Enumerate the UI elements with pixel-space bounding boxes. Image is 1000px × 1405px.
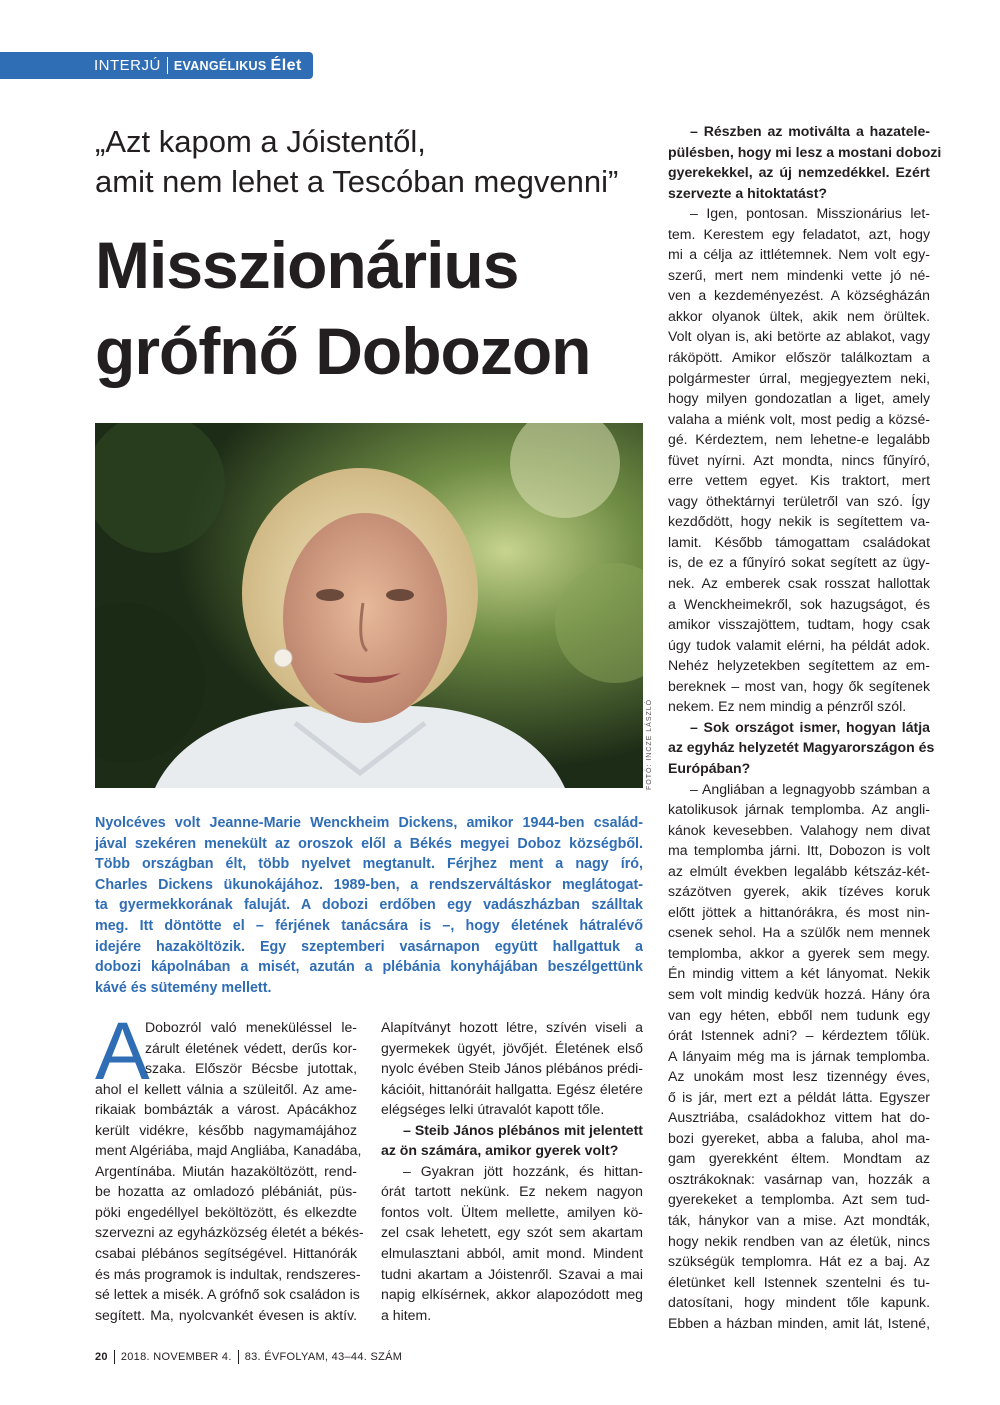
answer-line: a Wenckheimekről, sok hazugságot, és bbox=[668, 595, 930, 612]
article-title bbox=[95, 222, 655, 394]
body-column-2 bbox=[381, 1017, 643, 1325]
question-line: az ön számára, amikor gyerek volt? bbox=[381, 1142, 619, 1159]
text-line: és más programok is indultak, rendszeres- bbox=[95, 1265, 361, 1282]
text-line: szaka. Először Bécsbe jutottak, bbox=[145, 1060, 357, 1077]
question-line: Európában? bbox=[668, 759, 751, 776]
question-line: szervezte a hitoktatást? bbox=[668, 184, 828, 201]
issue-number: 83. ÉVFOLYAM, 43–44. SZÁM bbox=[244, 1351, 403, 1363]
text-line: ment Algériába, majd Angliába, Kanadába, bbox=[95, 1142, 362, 1159]
answer-line: szükségük templomra. Hát ez a baj. Az bbox=[668, 1253, 930, 1270]
magazine-name: EVANGÉLIKUS bbox=[173, 58, 267, 73]
footer-divider bbox=[238, 1350, 239, 1364]
answer-line: elmulasztani abból, amit mond. Mindent bbox=[381, 1245, 643, 1262]
answer-line: tudni akartam a Jóistenről. Szavai a mai bbox=[381, 1265, 643, 1282]
lead-line: Nyolcéves volt Jeanne-Marie Wenckheim Dickens, amikor 1944-ben család- bbox=[95, 815, 643, 831]
answer-line: gam gyerekként éltem. Mondtam az bbox=[668, 1150, 930, 1167]
answer-line: úgy tudok valamit elérni, ha példát adok. bbox=[668, 636, 930, 653]
footer-divider bbox=[114, 1350, 115, 1364]
answer-line: nyolc évében Steib János plébános prédi- bbox=[381, 1060, 643, 1077]
page-number: 20 bbox=[95, 1351, 108, 1363]
answer-line: datosítani, hogy mindent tőle kapunk. bbox=[668, 1294, 930, 1311]
text-line: segített. Ma, nyolcvankét évesen is aktív. bbox=[95, 1306, 357, 1323]
lead-line: dobozi kápolnában a misét, azután a plébánia konyhájában beszélgettünk bbox=[95, 959, 643, 976]
answer-line: osztrákoknak: vasárnap van, hozzák a bbox=[668, 1170, 930, 1187]
answer-line: katolikusok járnak templomba. Az angli- bbox=[668, 801, 930, 818]
answer-line: elégséges lelki útravalót kapott tőle. bbox=[381, 1101, 605, 1118]
answer-line: ven a kezdeményezést. A községházán bbox=[668, 287, 930, 304]
lead-line: idejére hazaköltözik. Egy szeptemberi vasárnapon együtt hallgattuk a bbox=[95, 938, 643, 955]
answer-line: előtt jöttek a hittanórákra, és most nin- bbox=[668, 903, 930, 920]
issue-date: 2018. NOVEMBER 4. bbox=[120, 1351, 232, 1363]
question-line: az egyház helyzetét Magyarországon és bbox=[668, 739, 935, 756]
question-line: gyerekekkel, az új nemzedékkel. Ezért bbox=[668, 164, 930, 181]
subtitle-line: „Azt kapom a Jóistentől, bbox=[95, 124, 426, 159]
body-column-3 bbox=[668, 121, 942, 1333]
text-line: rikaiak bombázták a várost. Apácákhoz bbox=[95, 1101, 357, 1118]
answer-line: bereknek – most van, hogy ők segítenek bbox=[668, 677, 930, 694]
answer-line: – Igen, pontosan. Misszionárius let- bbox=[690, 205, 930, 222]
text-line: be hozatta az omladozó plébániát, püs- bbox=[95, 1183, 357, 1200]
answer-line: Nehéz helyzetekben segítettem az em- bbox=[668, 657, 930, 674]
question-line: – Részben az motiválta a hazatele- bbox=[690, 123, 930, 139]
photo-credit: FOTÓ: INCZE LÁSZLÓ bbox=[646, 698, 653, 790]
answer-line: ták, hánykor van a mise. Azt mondták, bbox=[668, 1211, 930, 1228]
answer-line: lamit. Később támogattam családokat bbox=[668, 533, 930, 550]
portrait-photo bbox=[95, 423, 643, 788]
section-header bbox=[0, 52, 313, 79]
answer-line: ő is jár, mert ezt a példát látta. Egyszer bbox=[668, 1088, 930, 1105]
answer-line: templomba, akkor a gyerek sem megy. bbox=[668, 944, 930, 961]
answer-line: van egy héten, ebből nem tudunk egy bbox=[668, 1006, 930, 1023]
text-line: szervezni az egyházközség életét a békés- bbox=[95, 1224, 364, 1241]
answer-line: amikor visszajöttem, tudtam, hogy csak bbox=[668, 616, 930, 633]
text-line: ahol el kellett válnia a szüleitől. Az ame- bbox=[95, 1080, 357, 1097]
answer-line: bozi gyereket, abba a faluba, ahol ma- bbox=[668, 1129, 930, 1146]
question-line: – Sok országot ismer, hogyan látja bbox=[690, 718, 930, 735]
answer-line: gyerekeket a templomba. Azt sem tud- bbox=[668, 1191, 930, 1208]
answer-line: Az unokám most lesz tizennégy éves, bbox=[668, 1068, 930, 1085]
text-line: zárult életének védett, derűs kor- bbox=[145, 1039, 357, 1056]
title-line: grófnő Dobozon bbox=[95, 314, 591, 388]
answer-line: nekem. Ez nem mindig a pénzről szól. bbox=[668, 698, 907, 715]
answer-line: a hitem. bbox=[381, 1306, 432, 1323]
answer-line: mi a célja az ittlétemnek. Nem volt egy- bbox=[668, 246, 930, 263]
text-line: pöki engedéllyel beköltözött, és elkezdte bbox=[95, 1203, 357, 1220]
text-line: Dobozról való meneküléssel le- bbox=[145, 1019, 357, 1035]
answer-line: csenek sehol. Ha a szülők nem mennek bbox=[668, 924, 930, 941]
answer-line: életünket kell Istennek szentelni és tu- bbox=[668, 1273, 930, 1290]
answer-line: – Angliában a legnagyobb számban a bbox=[690, 780, 930, 797]
page-footer bbox=[95, 1350, 402, 1364]
article-lead bbox=[95, 813, 643, 998]
section-label: INTERJÚ bbox=[94, 57, 161, 74]
answer-line: is, de ez a fűnyíró sokat segített az ügy- bbox=[668, 554, 930, 571]
answer-line: polgármester úrral, megjegyeztem neki, bbox=[668, 369, 930, 386]
lead-line: Charles Dickens ükunokájához. 1989-ben, a rendszerváltáskor meglátogat- bbox=[95, 876, 643, 893]
answer-line: Alapítványt hozott létre, szívén viseli a bbox=[381, 1019, 643, 1035]
text-line: került vidékre, később nagymamájához bbox=[95, 1121, 357, 1138]
magazine-name-suffix: Élet bbox=[270, 56, 302, 74]
answer-line: kánok kevesebben. Valahogy nem divat bbox=[668, 821, 930, 838]
answer-line: órát Istennek adni? – kérdeztem tőlük. bbox=[668, 1027, 930, 1044]
lead-line: jával szekéren menekült az oroszok elől a Békés megyei Doboz községből. bbox=[95, 835, 643, 852]
text-line: Argentínába. Miután hazaköltözött, rend- bbox=[95, 1162, 357, 1179]
drop-cap: A bbox=[95, 1006, 150, 1097]
title-line: Misszionárius bbox=[95, 228, 519, 302]
answer-line: Én mindig vittem a két lányomat. Nekik bbox=[668, 965, 930, 982]
answer-line: nek. Az emberek csak rosszat hallottak bbox=[668, 575, 930, 592]
answer-line: zel csak lehetett, egy szót sem akartam bbox=[381, 1224, 643, 1241]
answer-line: tem. Kerestem egy feladatot, azt, hogy bbox=[668, 225, 930, 242]
question-line: – Steib János plébános mit jelentett bbox=[403, 1121, 643, 1138]
answer-line: hogy milyen gondozatlan a liget, amely bbox=[668, 390, 930, 407]
text-line: sé lettek a misék. A grófnő sok családon is bbox=[95, 1286, 360, 1303]
answer-line: az elmúlt években legalább kétszáz-két- bbox=[668, 862, 930, 879]
answer-line: gyermekek ügyét, jövőjét. Életének első bbox=[381, 1039, 643, 1056]
answer-line: órát tartott nekünk. Ez nekem nagyon bbox=[381, 1183, 643, 1200]
lead-line: kávé és sütemény mellett. bbox=[95, 979, 272, 996]
body-column-1 bbox=[95, 1017, 364, 1325]
answer-line: hogy nekik rendben van az életük, nincs bbox=[668, 1232, 930, 1249]
answer-line: akkor olyanok ültek, akik nem örültek. bbox=[668, 307, 930, 324]
answer-line: vagy öthektárnyi területről van szó. Így bbox=[668, 492, 930, 509]
answer-line: valaha a miénk volt, most pedig a közsé- bbox=[668, 410, 930, 427]
answer-line: ráköpött. Amikor először találkoztam a bbox=[668, 349, 930, 366]
answer-line: kációit, hittanóráit hallgatta. Egész életére bbox=[381, 1080, 643, 1097]
answer-line: Ausztriába, családokhoz vittem hat do- bbox=[668, 1109, 930, 1126]
article-subtitle bbox=[95, 122, 655, 202]
answer-line: sem volt mindig kedvük hozzá. Hány óra bbox=[668, 985, 930, 1002]
answer-line: – Gyakran jött hozzánk, és hittan- bbox=[403, 1162, 643, 1179]
lead-line: meg. Itt döntötte el – férjének tanácsára is –, hogy életének hátralévő bbox=[95, 917, 643, 934]
answer-line: százötven gyerek, akik tízéves koruk bbox=[668, 883, 930, 900]
lead-line: Több országban élt, több nyelvet megtanult. Férjhez ment a nagy író, bbox=[95, 856, 643, 873]
question-line: pülésben, hogy mi lesz a mostani dobozi bbox=[668, 143, 942, 160]
answer-line: Volt olyan is, aki betörte az ablakot, vagy bbox=[668, 328, 930, 345]
text-line: csabai plébános segítségével. Hittanórák bbox=[95, 1245, 357, 1262]
answer-line: szerű, mert nem mindenki vette jó né- bbox=[668, 266, 930, 283]
answer-line: erre vettem egyet. Kis traktort, mert bbox=[668, 472, 930, 489]
answer-line: A lányaim még ma is járnak templomba. bbox=[668, 1047, 930, 1064]
answer-line: gé. Kérdeztem, nem lehetne-e legalább bbox=[668, 431, 930, 448]
answer-line: ma templomba járni. Itt, Dobozon is volt bbox=[668, 842, 930, 859]
header-divider bbox=[167, 57, 168, 74]
answer-line: kezdődött, hogy nekik is segítettem va- bbox=[668, 513, 930, 530]
lead-line: ta gyermekkorának faluját. A dobozi erdőben egy vadászházban szálltak bbox=[95, 897, 643, 914]
portrait-illustration bbox=[95, 423, 643, 788]
answer-line: füvet nyírni. Azt mondta, nincs fűnyíró, bbox=[668, 451, 930, 468]
subtitle-line: amit nem lehet a Tescóban megvenni” bbox=[95, 164, 619, 199]
answer-line: napig elkísérnek, akkor alapozódott meg bbox=[381, 1286, 643, 1303]
answer-line: fontos volt. Ültem mellette, amilyen kö- bbox=[381, 1203, 643, 1220]
answer-line: Ebben a házban minden, amit lát, Istené, bbox=[668, 1314, 930, 1331]
